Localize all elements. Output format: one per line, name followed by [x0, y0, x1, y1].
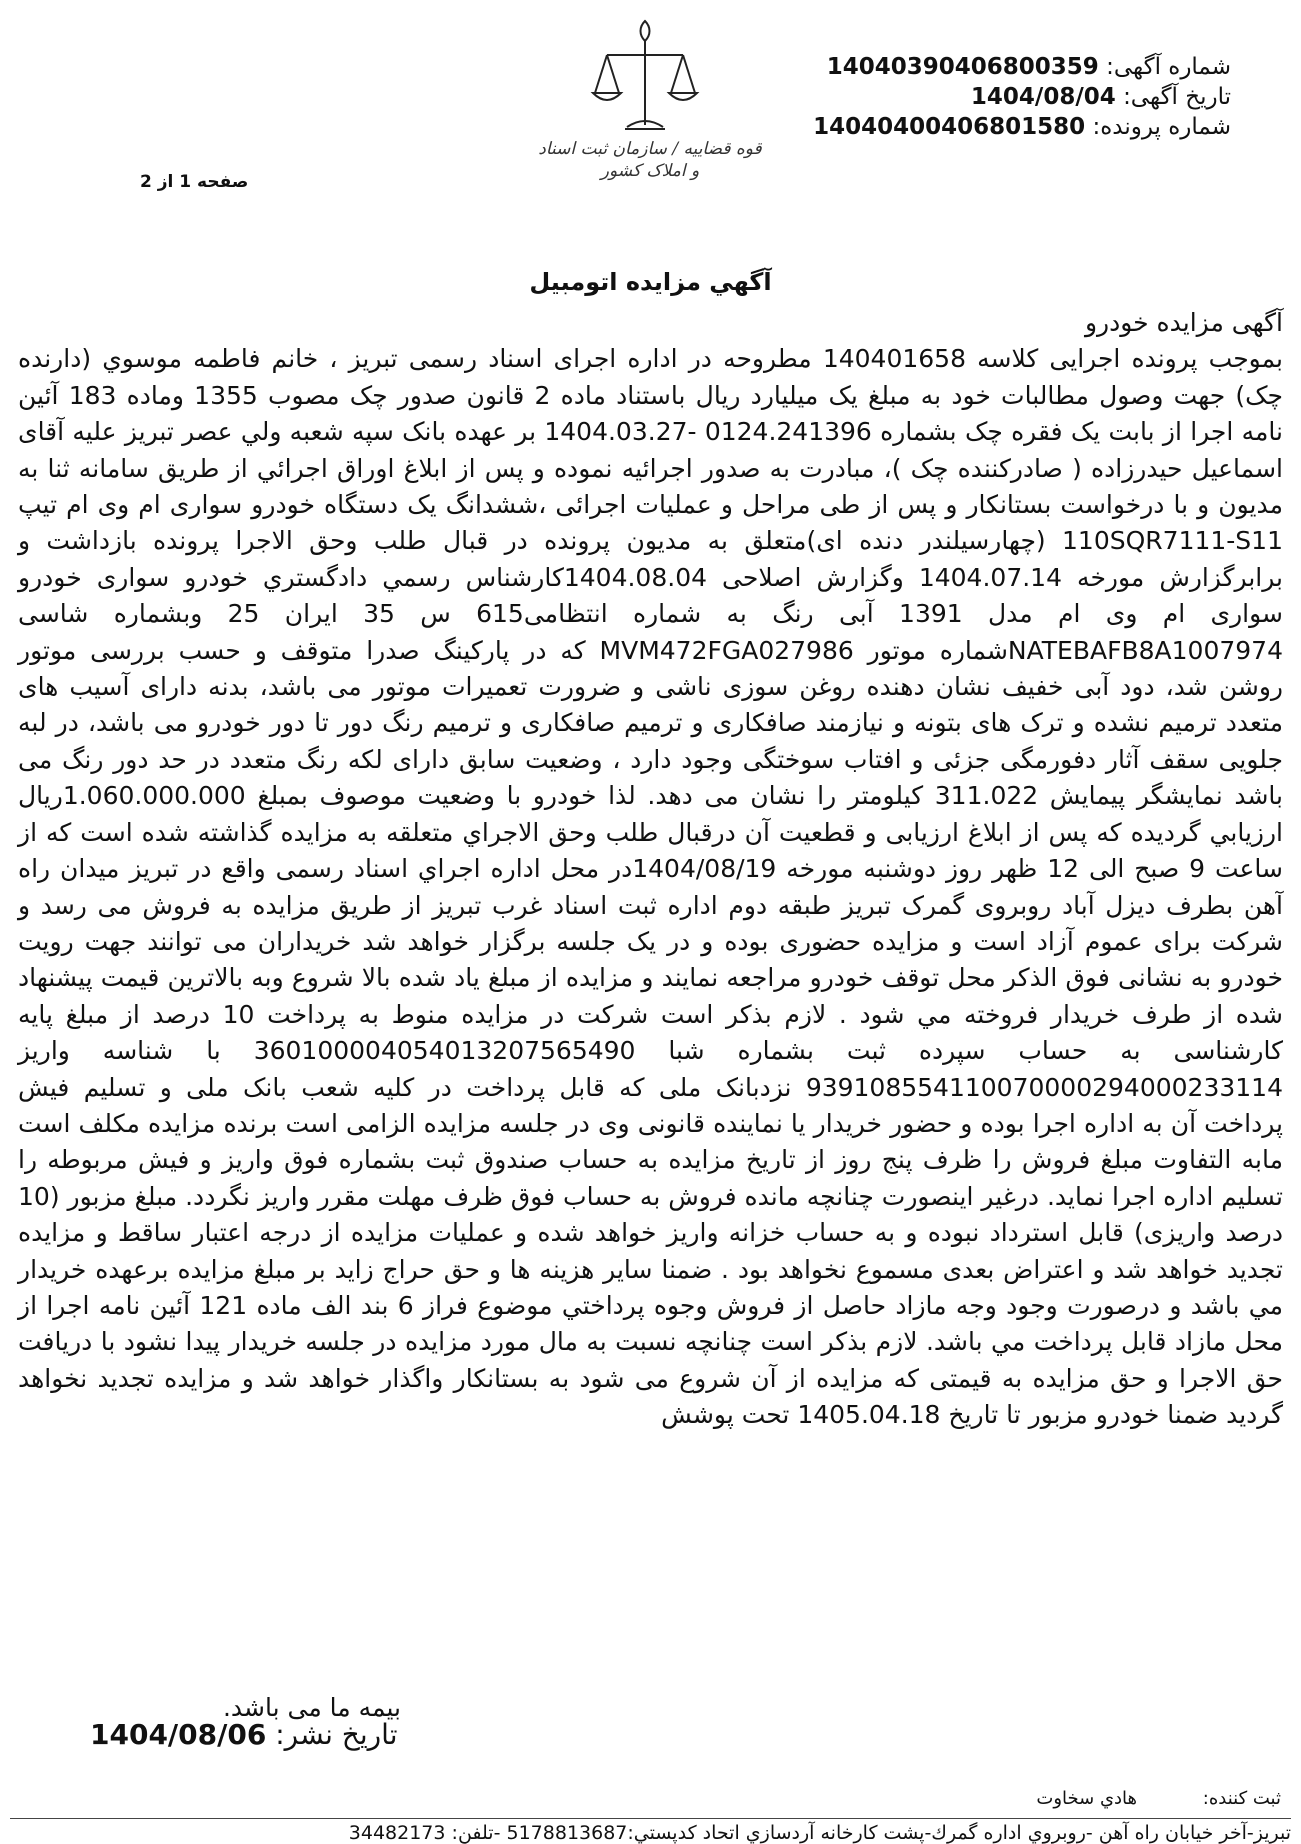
notice-number: 14040390406800359 — [826, 54, 1099, 80]
footer-divider — [10, 1818, 1291, 1819]
publication-date-value: 1404/08/06 — [90, 1718, 267, 1751]
publication-date-label: تاریخ نشر: — [275, 1718, 398, 1751]
notice-closing: بیمه ما می باشد. — [222, 1693, 401, 1722]
notice-number-label: شماره آگهی: — [1106, 54, 1231, 80]
notice-date: 1404/08/04 — [970, 84, 1116, 110]
notice-body — [18, 305, 1283, 1434]
footer-address: تبریز-آخر خیابان راه آهن -روبروي اداره گمرك-پشت كارخانه آردسازي اتحاد كدپستي:5178813687 -تلفن: 34482173 — [348, 1822, 1291, 1844]
registrar — [1036, 1788, 1281, 1809]
registrar-name: هادي سخاوت — [1036, 1788, 1138, 1809]
notice-date-row — [813, 82, 1231, 112]
publication-date — [90, 1718, 398, 1752]
case-number: 14040400406801580 — [813, 114, 1086, 140]
notice-subtitle: آگهی مزایده خودرو — [1084, 308, 1283, 337]
case-number-row — [813, 112, 1231, 142]
notice-meta — [813, 52, 1231, 142]
emblem-caption: قوه قضاییه / سازمان ثبت اسناد و املاک کشور — [538, 139, 762, 181]
notice-paragraph: بموجب پرونده اجرایی کلاسه 140401658 مطروحه در اداره اجرای اسناد رسمی تبریز ، خانم فاطمه موسوي (دارنده چک) جهت وصول مطالبات خود به مبلغ یک میلیارد ریال باستناد ماده 2 قانون صدور چک مصوب 1355 وماده 183 آئین نامه اجرا از بابت یک فقره چک بشماره 0124.241396 -1404.03.27 بر عهده بانک سپه شعبه ولي عصر تبریز علیه آقای اسماعیل حیدرزاده ( صادرکننده چک )، مبادرت به صدور اجرائیه نموده و پس از ابلاغ اوراق اجرائي از طریق سامانه ثنا به مدیون و با درخواست بستانکار و پس از طی مراحل و عملیات اجرائی ،ششدانگ یک دستگاه خودرو سواری ام وی ام تیپ 110SQR7111-S11 (چهارسیلندر دنده ای)متعلق به مدیون پرونده در قبال طلب وحق الاجرا پرونده بازداشت و برابرگزارش مورخه 1404.07.14 وگزارش اصلاحی 1404.08.04کارشناس رسمي دادگستري خودرو سواری خودرو سواری ام وی ام مدل 1391 آبی رنگ به شماره انتظامی615 س 35 ایران 25 وبشماره شاسی NATEBAFB8A1007974شماره موتور MVM472FGA027986 که در پارکینگ صدرا متوقف و حسب بررسی موتور روشن شد، دود آبی خفیف نشان دهنده روغن سوزی ناشی و ضرورت تعمیرات موتور می باشد، بدنه دارای آسیب های متعدد ترمیم نشده و ترک های بتونه و نیازمند صافکاری و ترمیم صافکاری و ترمیم رنگ دور تا دور خودرو می باشد، در لبه جلویی سقف آثار دفورمگی جزئی و افتاب سوختگی وجود دارد ، وضعیت سابق دارای لکه رنگ متعدد در حد دور رنگ می باشد نمایشگر پیمایش 311.022 کیلومتر را نشان می دهد. لذا خودرو با وضعیت موصوف بمبلغ 1.060.000.000ریال ارزيابي گرديده که پس از ابلاغ ارزیابی و قطعیت آن درقبال طلب وحق الاجراي متعلقه به مزايده گذاشته شده است که از ساعت 9 صبح الی 12 ظهر روز دوشنبه مورخه 1404/08/19در محل اداره اجراي اسناد رسمی واقع در تبریز میدان راه آهن بطرف دیزل آباد روبروی گمرک تبریز طبقه دوم اداره ثبت اسناد غرب تبریز از طریق مزایده به فروش می رسد و شرکت برای عموم آزاد است و مزایده حضوری بوده و در یک جلسه برگزار خواهد شد خریداران می توانند جهت رویت خودرو به نشانی فوق الذکر محل توقف خودرو مراجعه نمایند و مزایده از مبلغ یاد شده بالا شروع وبه بالاترین قیمت پیشنهاد شده از طرف خریدار فروخته مي شود . لازم بذکر است شرکت در مزایده منوط به پرداخت 10 درصد از مبلغ پایه کارشناسی به حساب سپرده ثبت بشماره شبا 360100004054013207565490 با شناسه واریز 939108554110070000294000233114 نزدبانک ملی که قابل پرداخت در کلیه شعب بانک ملی و تسلیم فیش پرداخت آن به اداره اجرا بوده و حضور خریدار یا نماینده قانونی وی در جلسه مزایده الزامی است برنده مزایده مکلف است مابه التفاوت مبلغ فروش را ظرف پنج روز از تاریخ مزایده به حساب صندوق ثبت بشماره فوق واریز و فیش مربوطه را تسلیم اداره اجرا نماید. درغیر اینصورت چنانچه مانده فروش به حساب فوق ظرف مهلت مقرر واریز نگردد. مبلغ مزبور (10 درصد واریزی) قابل استرداد نبوده و به حساب خزانه واریز خواهد شده و عملیات مزایده از درجه اعتبار ساقط و مزایده تجدید خواهد شد و اعتراض بعدی مسموع نخواهد بود . ضمنا سایر هزینه ها و حق حراج زاید بر مبلغ مزایده برعهده خریدار مي باشد و درصورت وجود وجه مازاد حاصل از فروش وجوه پرداختي موضوع فراز 6 بند الف ماده 121 آئین نامه اجرا از محل مازاد قابل پرداخت مي باشد. لازم بذکر است چنانچه نسبت به مال مورد مزایده در جلسه خریدار پیدا نشود با دریافت حق الاجرا و حق مزایده به قیمتی که مزایده از آن شروع می شود به بستانکار واگذار خواهد شد و مزایده تجدید نخواهد گردید ضمنا خودرو مزبور تا تاریخ 1405.04.18 تحت پوشش — [18, 344, 1284, 1430]
page-title: آگهي مزايده اتومبيل — [529, 268, 772, 296]
notice-number-row — [813, 52, 1231, 82]
registrar-label: ثبت كننده: — [1202, 1788, 1281, 1809]
page-indicator: صفحه 1 از 2 — [140, 172, 249, 192]
case-number-label: شماره پرونده: — [1092, 114, 1231, 140]
judiciary-emblem-icon — [585, 15, 705, 145]
notice-date-label: تاریخ آگهی: — [1123, 84, 1231, 110]
